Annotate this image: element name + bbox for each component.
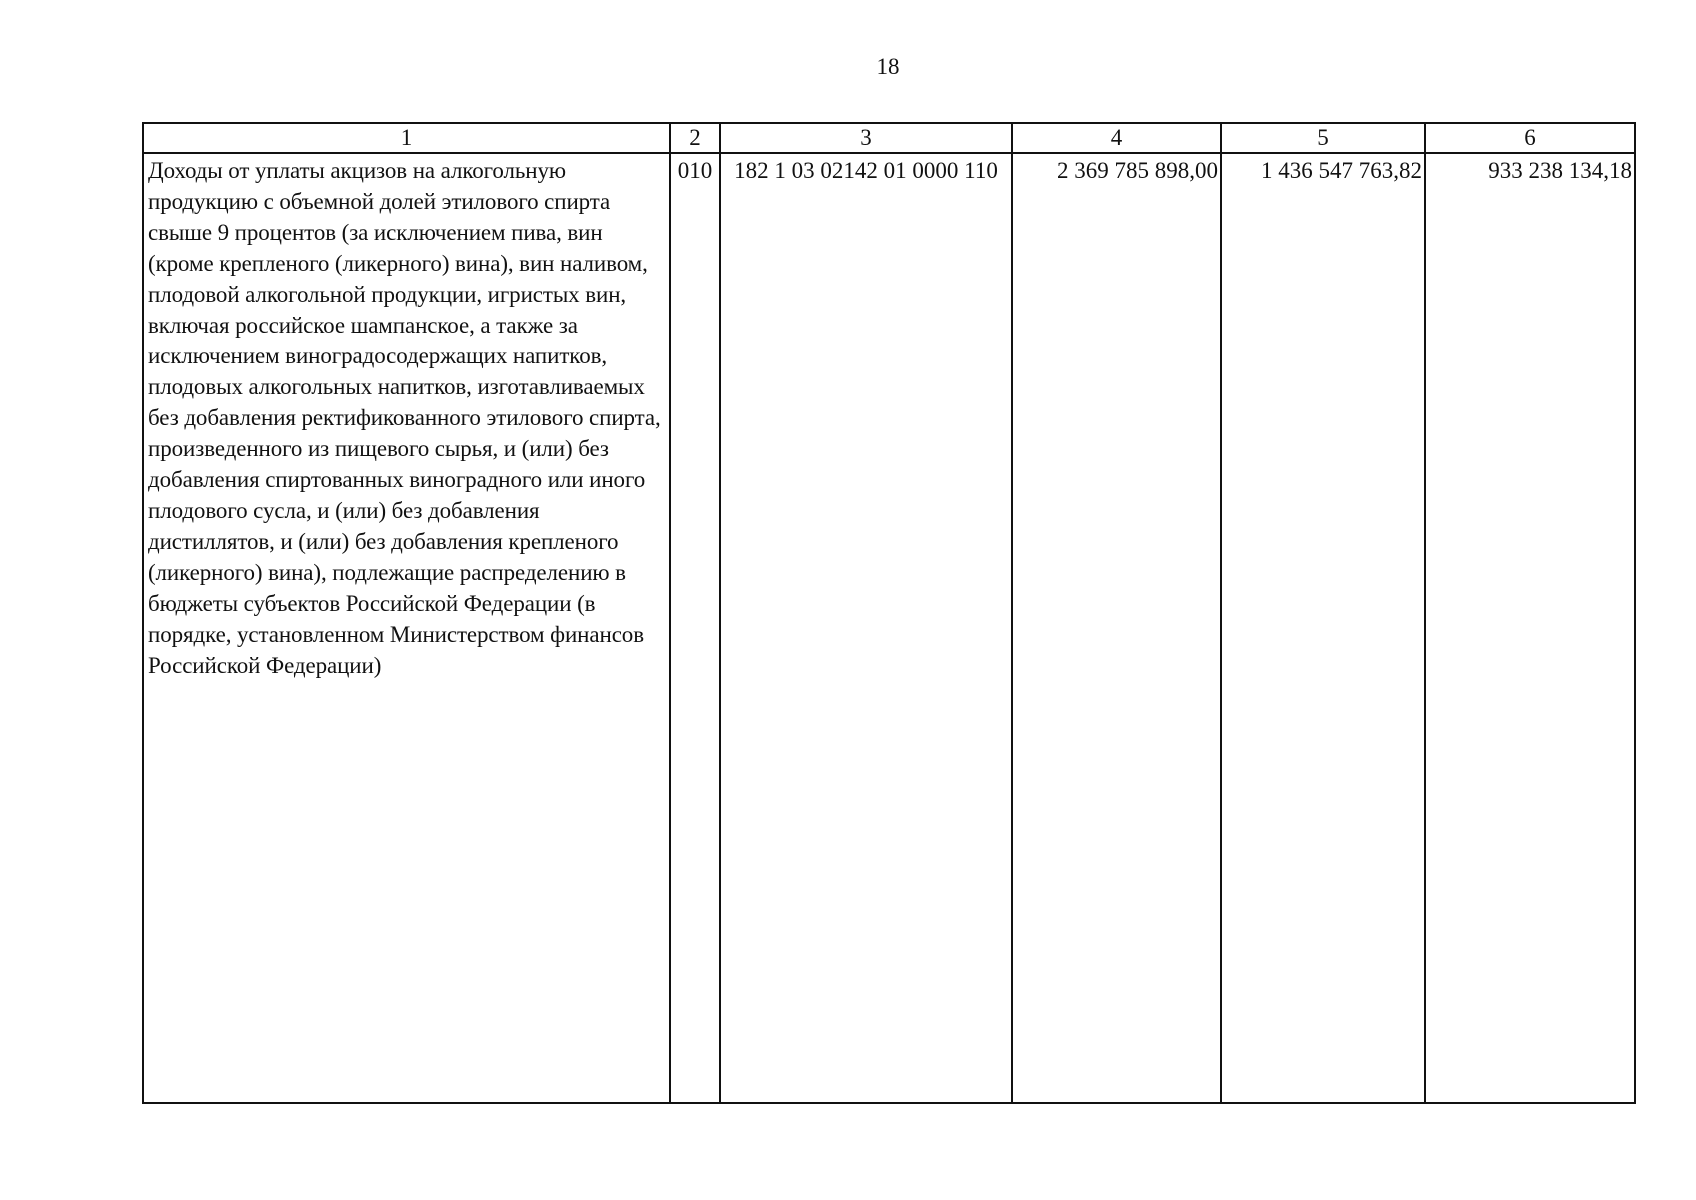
income-description: Доходы от уплаты акцизов на алкогольную продукцию с объемной долей этилового спирта свыше 9 процентов (за исключением пива, вин (кроме крепленого (ликерного) вина), вин наливом, плодовой алкогольной продукции, игристых вин, включая российское шампанское, а также за исключением виноградосодержащих напитков, плодовых алкогольных напитков, изготавливаемых без добавления ректификованного этилового спирта, произведенного из пищевого сырья, и (или) без добавления спиртованных виноградного или иного плодового сусла, и (или) без добавления дистиллятов, и (или) без добавления крепленого (ликерного) вина), подлежащие распределению в бюджеты субъектов Российской Федерации (в порядке, установленном Министерством финансов Российской Федерации) [143, 153, 670, 1103]
budget-classification-code: 182 1 03 02142 01 0000 110 [720, 153, 1012, 1103]
column-number-row [143, 123, 1635, 153]
page-number: 18 [876, 54, 900, 79]
value-column-4: 2 369 785 898,00 [1012, 153, 1221, 1103]
value-column-6: 933 238 134,18 [1425, 153, 1635, 1103]
column-number-6: 6 [1425, 123, 1635, 153]
column-number-4: 4 [1012, 123, 1221, 153]
column-number-3: 3 [720, 123, 1012, 153]
line-code: 010 [670, 153, 720, 1103]
table-row [143, 153, 1635, 1103]
column-number-5: 5 [1221, 123, 1425, 153]
value-column-5: 1 436 547 763,82 [1221, 153, 1425, 1103]
column-number-2: 2 [670, 123, 720, 153]
report-table [142, 122, 1636, 1104]
column-number-1: 1 [143, 123, 670, 153]
